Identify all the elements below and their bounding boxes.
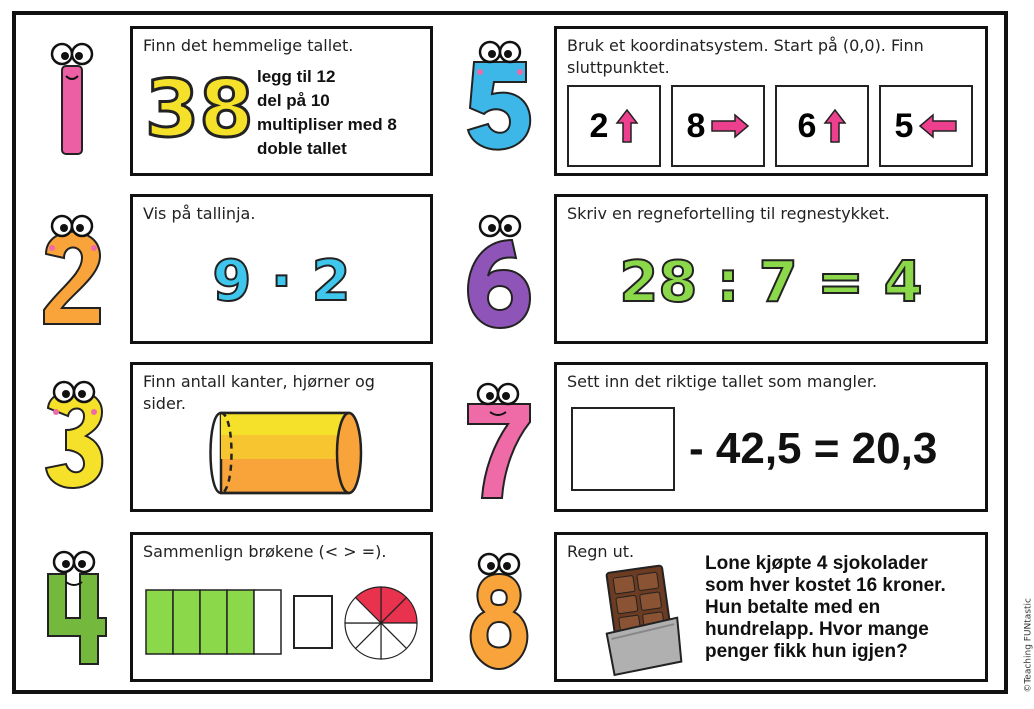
task-prompt: Finn antall kanter, hjørner og sider. [143,372,375,413]
task-card-3 [130,362,433,512]
task-card-8 [554,532,988,682]
fraction-pie [343,585,419,661]
move-steps: 8 [686,106,706,145]
step-item: del på 10 [257,91,330,110]
mascot-number-2 [38,214,108,329]
move-box [671,85,765,167]
task-prompt: Regn ut. [567,542,635,561]
move-box [775,85,869,167]
task-prompt: Finn det hemmelige tallet. [143,36,354,55]
equation: 28 : 7 = 4 [619,250,923,315]
task-prompt: Bruk et koordinatsystem. Start på (0,0). Finn sluttpunktet. [567,36,924,77]
mascot-number-8 [462,550,536,672]
comparison-box[interactable] [293,595,333,649]
up-arrow-icon [616,109,638,143]
move-steps: 2 [589,106,609,145]
steps-list [257,65,397,161]
secret-number: 38 [145,65,254,155]
mascot-number-6 [462,210,536,332]
move-steps: 5 [894,106,914,145]
story-line: Lone kjøpte 4 sjokolader [705,553,928,574]
step-item: multipliser med 8 [257,115,397,134]
move-box [567,85,661,167]
mascot-number-4 [38,548,112,670]
task-card-5 [554,26,988,176]
up-arrow-icon [824,109,846,143]
task-card-2 [130,194,433,344]
move-box [879,85,973,167]
chocolate-bar-icon [597,563,681,675]
task-prompt: Skriv en regnefortelling til regnestykket. [567,204,890,223]
equation: - 42,5 = 20,3 [689,424,938,473]
task-card-7 [554,362,988,512]
task-prompt: Vis på tallinja. [143,204,256,223]
step-item: doble tallet [257,139,347,158]
mascot-number-5 [462,38,536,158]
mascot-number-7 [462,380,536,502]
story-line: hundrelapp. Hvor mange [705,619,929,640]
answer-box[interactable] [571,407,675,491]
task-card-4 [130,532,433,682]
cylinder-shape [205,405,365,501]
left-arrow-icon [919,114,957,138]
mascot-number-3 [40,378,110,496]
story-line: penger fikk hun igjen? [705,641,908,662]
word-problem [705,553,946,663]
expression: 9 · 2 [212,249,351,314]
task-prompt: Sammenlign brøkene (< > =). [143,542,387,561]
move-steps: 6 [797,106,817,145]
copyright-text: ©Teaching FUNtastic [1024,598,1034,693]
task-prompt: Sett inn det riktige tallet som mangler. [567,372,878,391]
step-item: legg til 12 [257,67,336,86]
story-line: Hun betalte med en [705,597,881,618]
right-arrow-icon [711,114,749,138]
story-line: som hver kostet 16 kroner. [705,575,946,596]
fraction-bar [145,589,285,655]
task-card-6 [554,194,988,344]
task-card-1 [130,26,433,176]
mascot-number-1 [42,40,102,160]
